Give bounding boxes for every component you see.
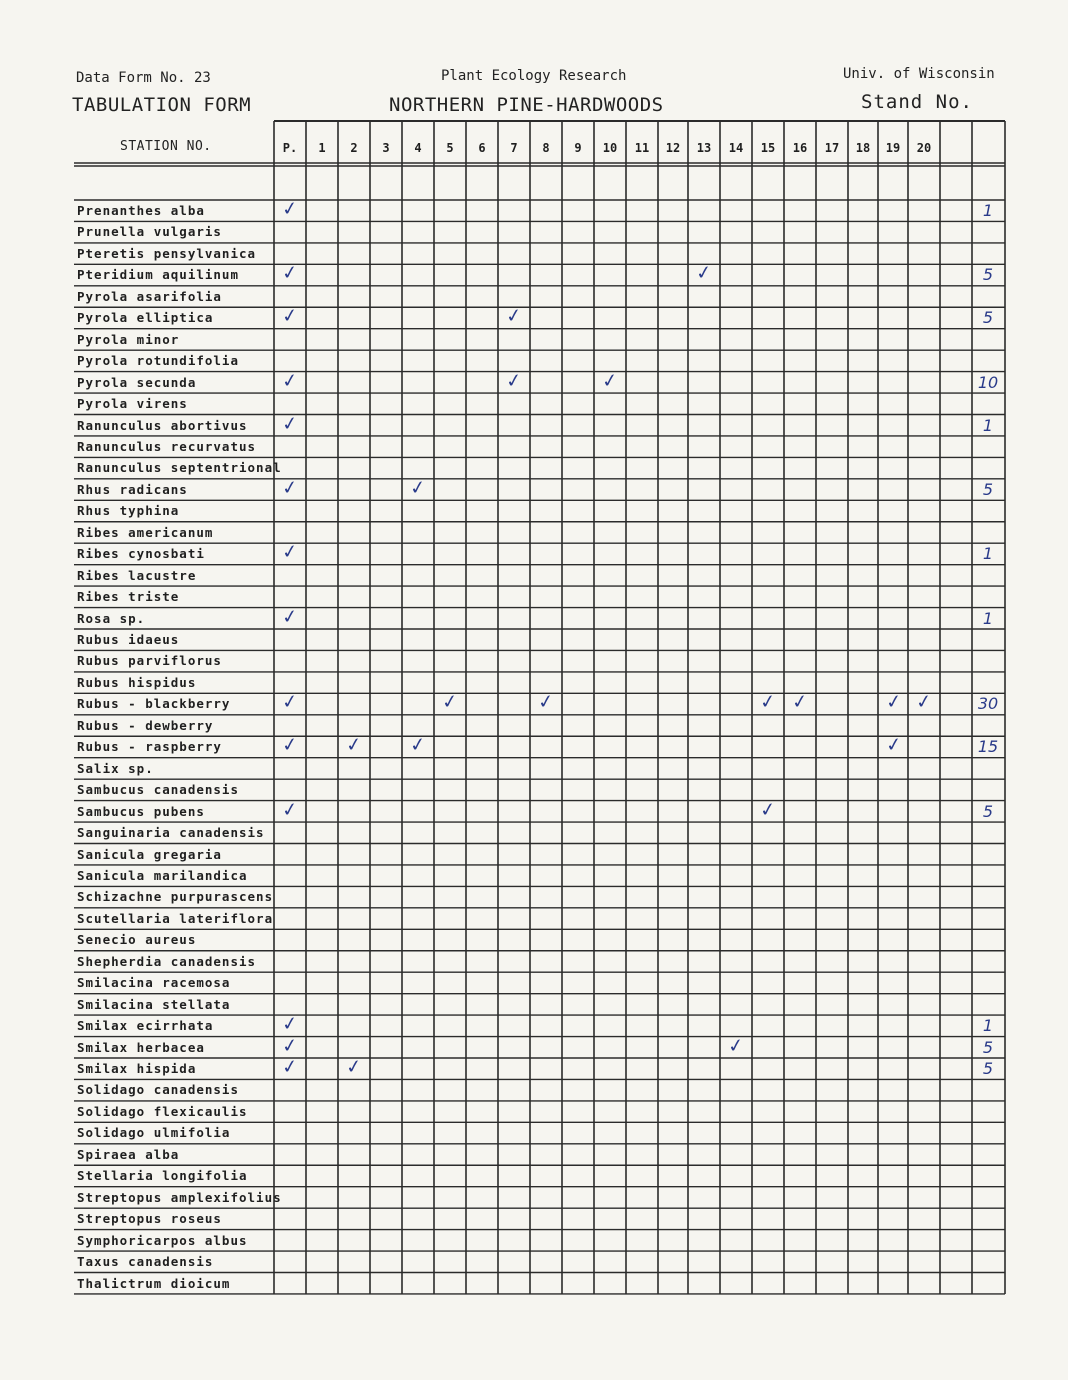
frequency-count: 5 bbox=[982, 1059, 994, 1078]
presence-check-mark: ✓ bbox=[280, 540, 300, 565]
species-name: Pyrola minor bbox=[77, 331, 180, 347]
presence-check-mark: ✓ bbox=[280, 1054, 300, 1080]
species-name: Streptopus roseus bbox=[77, 1211, 222, 1227]
frequency-count: 5 bbox=[982, 801, 994, 821]
presence-check-mark: ✓ bbox=[280, 196, 300, 222]
species-name: Prunella vulgaris bbox=[77, 224, 222, 240]
column-header: 13 bbox=[696, 141, 712, 155]
presence-check-mark: ✓ bbox=[758, 690, 778, 715]
frequency-count: 1 bbox=[982, 608, 994, 628]
column-header: 19 bbox=[885, 141, 901, 155]
species-name: Thalictrum dioicum bbox=[77, 1275, 231, 1291]
presence-check-mark: ✓ bbox=[408, 475, 428, 500]
species-name: Ranunculus abortivus bbox=[77, 417, 248, 433]
species-name: Pyrola elliptica bbox=[77, 310, 214, 326]
presence-check-mark: ✓ bbox=[536, 690, 556, 715]
form-number: Data Form No. 23 bbox=[76, 70, 211, 86]
species-name: Salix sp. bbox=[77, 760, 154, 776]
presence-check-mark: ✓ bbox=[504, 304, 524, 329]
column-header: 17 bbox=[824, 141, 840, 155]
column-header: 8 bbox=[542, 141, 550, 155]
presence-check-mark: ✓ bbox=[280, 304, 300, 329]
species-name: Rubus - raspberry bbox=[77, 739, 222, 755]
station-number-label: STATION NO. bbox=[120, 139, 212, 154]
column-header: 9 bbox=[574, 141, 582, 155]
column-header: 14 bbox=[728, 141, 744, 155]
species-name: Rhus radicans bbox=[77, 481, 188, 497]
presence-check-mark: ✓ bbox=[280, 733, 300, 758]
species-name: Smilax hispida bbox=[77, 1061, 197, 1076]
species-name: Smilax herbacea bbox=[77, 1039, 205, 1055]
presence-check-mark: ✓ bbox=[440, 690, 460, 715]
frequency-count: 5 bbox=[982, 308, 994, 328]
presence-check-mark: ✓ bbox=[790, 690, 810, 715]
presence-check-mark: ✓ bbox=[280, 475, 300, 500]
species-name: Ranunculus septentrional bbox=[77, 460, 282, 476]
species-name: Rubus hispidus bbox=[77, 674, 197, 690]
species-name: Pyrola virens bbox=[77, 396, 188, 412]
presence-check-mark: ✓ bbox=[504, 368, 524, 393]
species-name: Smilacina racemosa bbox=[77, 975, 231, 991]
column-header: 6 bbox=[478, 141, 486, 155]
species-name: Ranunculus recurvatus bbox=[77, 438, 257, 454]
column-header: 7 bbox=[510, 141, 518, 155]
species-name: Ribes cynosbati bbox=[77, 546, 205, 562]
presence-check-mark: ✓ bbox=[694, 261, 714, 286]
presence-check-mark: ✓ bbox=[408, 733, 428, 758]
species-name: Ribes triste bbox=[77, 589, 180, 605]
species-name: Prenanthes alba bbox=[77, 203, 205, 218]
frequency-count: 1 bbox=[982, 201, 994, 220]
presence-check-mark: ✓ bbox=[884, 733, 904, 758]
presence-check-mark: ✓ bbox=[600, 368, 620, 393]
species-name: Solidago flexicaulis bbox=[77, 1103, 248, 1119]
species-name: Sanguinaria canadensis bbox=[77, 825, 265, 841]
species-name: Shepherdia canadensis bbox=[77, 953, 257, 969]
column-header: 2 bbox=[350, 141, 358, 155]
presence-check-mark: ✓ bbox=[344, 1054, 364, 1080]
species-name: Rubus idaeus bbox=[77, 632, 180, 647]
column-header: 16 bbox=[792, 141, 808, 155]
column-header: 3 bbox=[382, 141, 390, 155]
university-heading: Univ. of Wisconsin bbox=[843, 66, 995, 82]
stand-number-label: Stand No. bbox=[861, 91, 973, 113]
species-name: Rubus parviflorus bbox=[77, 653, 222, 669]
species-name: Rubus - blackberry bbox=[77, 696, 231, 712]
column-header: 4 bbox=[414, 141, 422, 155]
presence-check-mark: ✓ bbox=[280, 411, 300, 436]
species-name: Smilacina stellata bbox=[77, 996, 231, 1012]
presence-check-mark: ✓ bbox=[914, 690, 934, 715]
frequency-count: 1 bbox=[982, 1016, 994, 1036]
frequency-count: 1 bbox=[982, 544, 994, 564]
frequency-count: 5 bbox=[982, 1037, 994, 1057]
species-name: Streptopus amplexifolius bbox=[77, 1189, 282, 1205]
frequency-count: 30 bbox=[977, 694, 999, 714]
form-title: TABULATION FORM bbox=[72, 94, 252, 116]
species-name: Solidago canadensis bbox=[77, 1082, 239, 1098]
community-title: NORTHERN PINE-HARDWOODS bbox=[389, 94, 664, 116]
species-name: Sanicula marilandica bbox=[77, 867, 248, 883]
column-header: P. bbox=[282, 141, 298, 155]
species-name: Scutellaria lateriflora bbox=[77, 910, 274, 926]
presence-check-mark: ✓ bbox=[280, 368, 300, 393]
presence-check-mark: ✓ bbox=[884, 690, 904, 715]
presence-check-mark: ✓ bbox=[344, 733, 364, 758]
species-name: Pyrola rotundifolia bbox=[77, 353, 239, 369]
frequency-count: 5 bbox=[982, 265, 994, 285]
species-name: Spiraea alba bbox=[77, 1146, 180, 1162]
column-header: 10 bbox=[602, 141, 618, 155]
presence-check-mark: ✓ bbox=[280, 604, 300, 629]
presence-check-mark: ✓ bbox=[280, 690, 300, 715]
frequency-count: 10 bbox=[977, 372, 999, 392]
frequency-count: 15 bbox=[977, 737, 999, 757]
column-header: 12 bbox=[665, 141, 681, 155]
species-name: Pyrola secunda bbox=[77, 374, 197, 390]
species-name: Rosa sp. bbox=[77, 610, 146, 626]
species-name: Pyrola asarifolia bbox=[77, 288, 222, 304]
column-header: 11 bbox=[634, 141, 650, 155]
species-name: Pteretis pensylvanica bbox=[77, 245, 257, 261]
presence-check-mark: ✓ bbox=[726, 1033, 746, 1058]
species-name: Ribes lacustre bbox=[77, 567, 197, 583]
presence-check-mark: ✓ bbox=[280, 1012, 300, 1037]
column-header: 1 bbox=[318, 141, 326, 155]
column-header: 15 bbox=[760, 141, 776, 155]
species-name: Rubus - dewberry bbox=[77, 717, 214, 733]
research-heading: Plant Ecology Research bbox=[441, 68, 627, 84]
species-name: Sambucus canadensis bbox=[77, 782, 239, 798]
species-name: Pteridium aquilinum bbox=[77, 267, 239, 283]
frequency-count: 5 bbox=[982, 479, 994, 499]
column-header: 20 bbox=[916, 141, 932, 155]
presence-check-mark: ✓ bbox=[758, 797, 778, 822]
species-name: Stellaria longifolia bbox=[77, 1168, 248, 1184]
species-name: Ribes americanum bbox=[77, 524, 214, 540]
presence-check-mark: ✓ bbox=[280, 797, 300, 822]
species-name: Senecio aureus bbox=[77, 932, 197, 948]
species-name: Sanicula gregaria bbox=[77, 846, 222, 862]
species-name: Sambucus pubens bbox=[77, 803, 205, 819]
species-name: Schizachne purpurascens bbox=[77, 889, 274, 905]
species-name: Smilax ecirrhata bbox=[77, 1018, 214, 1034]
species-name: Taxus canadensis bbox=[77, 1254, 214, 1270]
species-name: Rhus typhina bbox=[77, 503, 180, 519]
presence-check-mark: ✓ bbox=[280, 1033, 300, 1058]
species-name: Solidago ulmifolia bbox=[77, 1125, 231, 1141]
column-header: 18 bbox=[855, 141, 871, 155]
species-name: Symphoricarpos albus bbox=[77, 1232, 248, 1248]
frequency-count: 1 bbox=[982, 415, 994, 435]
presence-check-mark: ✓ bbox=[280, 261, 300, 286]
column-header: 5 bbox=[446, 141, 454, 155]
